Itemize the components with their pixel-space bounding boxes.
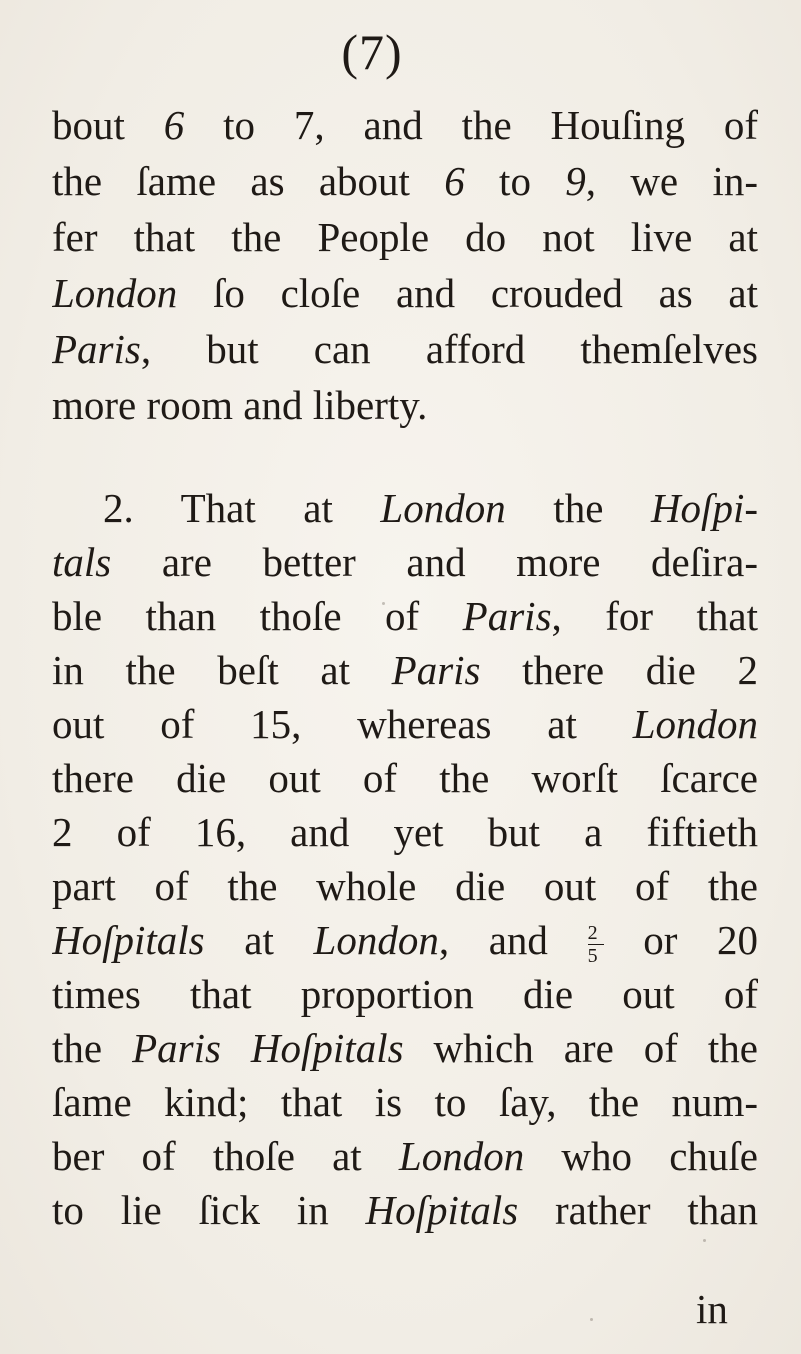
- text-run: times that proportion die out of: [52, 971, 758, 1017]
- text-run: there die out of the worſt ſcarce: [52, 755, 758, 801]
- text-run: in the beſt at: [52, 647, 392, 693]
- text-run: to 7, and the Houſing of: [184, 102, 758, 148]
- italic-text: tals: [52, 539, 112, 585]
- text-run: out of 15, whereas at: [52, 701, 633, 747]
- catchword: in: [696, 1286, 728, 1332]
- text-run: , but can afford themſelves: [140, 326, 758, 372]
- italic-text: Paris: [462, 593, 552, 639]
- text-run: the: [52, 1025, 133, 1071]
- paper-speck: [590, 1318, 593, 1321]
- text-run: there die 2: [480, 647, 758, 693]
- italic-text: Paris Hoſpitals: [132, 1025, 404, 1071]
- text-run: fer that the People do not live at: [52, 214, 758, 260]
- fraction-numerator: 2: [587, 922, 598, 945]
- text-run: rather than: [518, 1187, 758, 1233]
- text-run: to: [464, 158, 566, 204]
- fraction-denominator: 5: [587, 945, 598, 967]
- text-line: [52, 967, 758, 1021]
- text-run: which are of the: [403, 1025, 758, 1071]
- text-line: [52, 322, 758, 376]
- italic-text: Hoſpi-: [650, 485, 758, 531]
- text-line: [52, 859, 758, 913]
- text-run: , we in-: [585, 158, 758, 204]
- text-line: [52, 643, 758, 697]
- italic-text: London: [632, 701, 758, 747]
- text-line: [52, 697, 758, 751]
- italic-text: London: [313, 917, 439, 963]
- text-line: [52, 913, 758, 967]
- italic-text: Paris: [52, 326, 141, 372]
- italic-text: 6: [444, 158, 465, 204]
- italic-text: Hoſpitals: [52, 917, 205, 963]
- text-run: ble than thoſe of: [52, 593, 463, 639]
- text-line: [52, 154, 758, 208]
- text-run: more room and liberty.: [52, 382, 428, 428]
- text-run: to lie ſick in: [52, 1187, 366, 1233]
- text-run: ſo cloſe and crouded as at: [177, 270, 758, 316]
- text-run: the ſame as about: [52, 158, 445, 204]
- text-run: who chuſe: [524, 1133, 758, 1179]
- text-line: [52, 589, 758, 643]
- text-run: bout: [52, 102, 164, 148]
- italic-text: Paris: [391, 647, 481, 693]
- text-run: ſame kind; that is to ſay, the num-: [52, 1079, 758, 1125]
- text-run: or 20: [603, 917, 758, 963]
- text-run: at: [204, 917, 314, 963]
- text-line: [52, 751, 758, 805]
- text-line: [52, 1075, 758, 1129]
- text-run: , and: [438, 917, 588, 963]
- text-run: the: [505, 485, 651, 531]
- text-run: are better and more deſira-: [111, 539, 758, 585]
- text-run: , for that: [551, 593, 758, 639]
- text-line: [52, 535, 758, 589]
- italic-text: 6: [163, 102, 185, 148]
- text-line: [52, 1129, 758, 1183]
- text-run: 2 of 16, and yet but a fiftieth: [52, 809, 758, 855]
- text-run: ber of thoſe at: [52, 1133, 399, 1179]
- text-line: [52, 266, 758, 320]
- italic-text: London: [380, 485, 506, 531]
- paper-speck: [703, 1239, 706, 1242]
- italic-text: London: [52, 270, 178, 316]
- text-line: [52, 1021, 758, 1075]
- page-number: (7): [341, 24, 403, 80]
- italic-text: Hoſpitals: [365, 1187, 519, 1233]
- text-line: [52, 378, 758, 432]
- text-line: [103, 481, 758, 535]
- text-line: [52, 210, 758, 264]
- italic-text: 9: [565, 158, 586, 204]
- italic-text: London: [398, 1133, 525, 1179]
- text-line: [52, 1183, 758, 1237]
- text-run: 2. That at: [103, 485, 381, 531]
- text-run: part of the whole die out of the: [52, 863, 758, 909]
- fraction: [588, 923, 604, 966]
- paper-speck: [382, 602, 385, 605]
- text-line: [52, 805, 758, 859]
- text-line: [52, 98, 758, 152]
